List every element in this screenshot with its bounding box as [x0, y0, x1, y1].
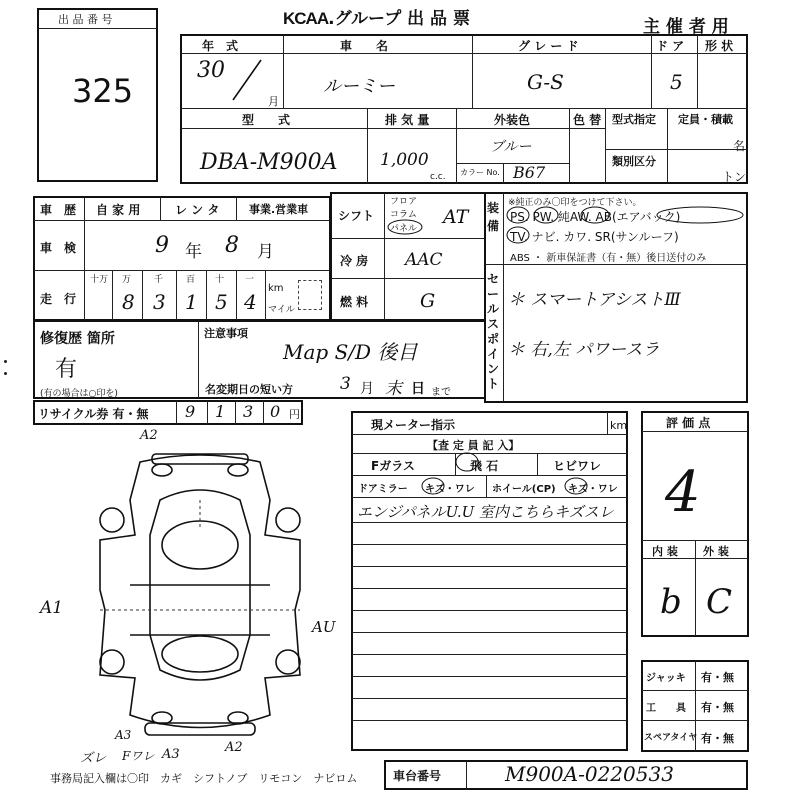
shift-column[interactable]: コラム: [390, 210, 417, 220]
repair-value: 有: [55, 357, 78, 382]
jack-opts[interactable]: 有・無: [701, 671, 734, 684]
model-header: 型 式: [242, 113, 291, 127]
title-change-day: 末: [385, 379, 402, 399]
inspector-blank-line: [352, 522, 627, 523]
shape-header: 形 状: [705, 39, 734, 53]
mileage-digit: 1: [185, 290, 198, 314]
diagram-mark: AU: [312, 618, 336, 636]
name-header: 車 名: [340, 39, 389, 53]
diagram-mark: A2: [140, 428, 158, 443]
inspector-blank-line: [352, 588, 627, 589]
sales-points-header: セールスポイント: [487, 272, 500, 391]
score-header: 評 価 点: [666, 416, 711, 430]
recycle-digit: 3: [243, 402, 254, 421]
tools-opts[interactable]: 有・無: [701, 701, 734, 714]
door-value: 5: [670, 70, 683, 94]
exterior-header: 外 装: [703, 545, 729, 558]
mileage-digit: 4: [244, 290, 257, 314]
title-text: .グループ 出 品 票: [328, 9, 470, 29]
title-change-until: まで: [431, 387, 451, 398]
inspector-blank-line: [352, 610, 627, 611]
digit-label: 十万: [90, 275, 109, 285]
digit-label: 百: [186, 275, 196, 285]
title-change-month: 3: [340, 374, 351, 394]
mileage-digit: 8: [122, 290, 135, 314]
repaint-header: 色 替: [573, 113, 602, 127]
model-value: DBA-M900A: [200, 150, 338, 175]
diagram-mark: A3: [162, 747, 180, 762]
equipment-line-2: TV. ナビ. カワ. SR(サンルーフ): [510, 230, 679, 244]
year-slash: [225, 56, 265, 104]
jack-label: ジャッキ: [646, 673, 686, 684]
fuel-header: 燃 料: [340, 295, 369, 309]
inspection-year-unit: 年: [185, 242, 202, 262]
meter-km: km: [610, 419, 628, 432]
title-change-day-unit: 日: [411, 381, 425, 397]
mileage-digit: 5: [215, 290, 228, 314]
inspector-blank-line: [352, 698, 627, 699]
diagram-mark: A3: [115, 728, 132, 742]
wheel-label: ホイール(CP): [492, 484, 556, 495]
color-header: 外装色: [494, 113, 531, 127]
type-designation-header: 型式指定: [612, 113, 656, 126]
recycle-yen: 円: [289, 408, 300, 421]
shift-header: シフト: [338, 209, 375, 223]
title-change-month-unit: 月: [360, 381, 374, 397]
history-business[interactable]: 事業.営業車: [249, 203, 309, 216]
lot-number-label: 出 品 番 号: [58, 13, 113, 26]
notes-value: Map S/D 後目: [283, 340, 418, 364]
inspector-blank-line: [352, 676, 627, 677]
scan-dot: [4, 372, 7, 375]
capacity-unit-persons: 名: [733, 139, 746, 153]
history-rental[interactable]: レ ン タ: [175, 203, 220, 217]
displacement-header: 排 気 量: [385, 113, 430, 127]
sales-point-2: ＊ 右,左 パワースラ: [508, 340, 660, 360]
sales-point-1: ＊ スマートアシストⅢ: [508, 290, 681, 310]
score-value: 4: [665, 460, 701, 525]
history-private[interactable]: 自 家 用: [96, 203, 141, 217]
form-title: [283, 4, 470, 29]
diagram-mark: Fワレ: [122, 749, 155, 763]
year-header: 年 式: [202, 39, 239, 53]
equipment-line-3: ABS ・ 新車保証書（有・無）後日送付のみ: [510, 253, 707, 264]
grade-value: G-S: [527, 70, 564, 94]
door-header: ド ア: [656, 39, 685, 53]
equipment-line-1: PS. PW. 純AW. AB(エアバック): [510, 210, 681, 224]
shift-floor[interactable]: フロア: [390, 197, 418, 207]
recycle-digit: 1: [215, 402, 226, 421]
spare-opts[interactable]: 有・無: [701, 732, 734, 745]
inspector-header: 【査 定 員 記 入】: [427, 439, 520, 452]
mileage-digit: 3: [153, 290, 166, 314]
inspection-month-unit: 月: [257, 242, 274, 262]
spare-label: スペアタイヤ: [644, 733, 698, 743]
chassis-label: 車台番号: [393, 769, 442, 783]
wheel-opts[interactable]: キズ・ワレ: [568, 484, 618, 495]
recycle-digit: 0: [270, 402, 281, 421]
diagram-mark: A1: [40, 598, 64, 618]
inspector-blank-line: [352, 654, 627, 655]
chassis-value: M900A-0220533: [505, 762, 674, 786]
grade-header: グ レ ー ド: [518, 39, 579, 53]
km-label: km: [268, 283, 284, 294]
exterior-value: C: [706, 582, 733, 622]
digit-label: 一: [245, 275, 255, 285]
equipment-note: ※純正のみ〇印をつけて下さい。: [508, 198, 642, 208]
digit-label: 千: [154, 275, 164, 285]
equipment-circles: [505, 204, 745, 246]
door-mirror-label: ドアミラー: [358, 484, 408, 495]
car-damage-diagram: [60, 440, 350, 760]
cc-unit: c.c.: [430, 172, 446, 182]
recycle-label: リサイクル券 有・無: [38, 407, 149, 421]
color-number-label: カラー No.: [460, 168, 500, 177]
repair-header: 修復歴 箇所: [40, 331, 115, 347]
year-value: 30: [197, 58, 225, 83]
equipment-header: 装 備: [487, 201, 500, 233]
repair-note: (有の場合は○印を): [40, 389, 118, 399]
inspection-year: 9: [155, 233, 169, 258]
mile-label: マイル: [268, 305, 295, 315]
inspection-month: 8: [225, 233, 239, 258]
digit-label: 十: [215, 275, 225, 285]
windshield-label: Fガラス: [371, 459, 415, 473]
month-unit: 月: [268, 95, 279, 108]
car-name-value: ルーミー: [323, 76, 395, 97]
scan-dot: [4, 360, 7, 363]
inspector-blank-line: [352, 632, 627, 633]
fuel-value: G: [420, 290, 436, 312]
aircon-value: AAC: [405, 250, 443, 270]
windshield-chip[interactable]: 飛 石: [470, 459, 499, 473]
color-number-value: B67: [513, 163, 546, 182]
notes-header: 注意事項: [204, 327, 248, 340]
shift-value: AT: [443, 206, 469, 228]
windshield-crack[interactable]: ヒビワレ: [553, 459, 602, 473]
color-value: ブルー: [490, 139, 532, 155]
mileage-header: 走 行: [40, 292, 77, 306]
inspector-note: エンジパネルU.U 室内こちらキズスレ: [357, 503, 614, 521]
recycle-digit: 9: [185, 402, 196, 421]
inspector-circles: [420, 451, 600, 497]
inspector-blank-line: [352, 720, 627, 721]
mile-checkbox[interactable]: [298, 280, 322, 310]
tools-label: 工 具: [646, 703, 686, 714]
door-mirror-opts[interactable]: キズ・ワレ: [425, 484, 475, 495]
inspector-blank-line: [352, 544, 627, 545]
inspector-blank-line: [352, 566, 627, 567]
organizer-label: 主 催 者 用: [643, 17, 729, 37]
diagram-mark: ズレ: [80, 751, 107, 766]
interior-value: b: [660, 582, 682, 622]
shift-panel[interactable]: パネル: [390, 224, 418, 234]
digit-label: 万: [122, 275, 132, 285]
capacity-header: 定員・積載: [678, 113, 733, 126]
title-change-label: 名変期日の短い方: [205, 383, 293, 396]
aircon-header: 冷 房: [340, 254, 369, 268]
office-note: 事務局記入欄は〇印 カギ シフトノブ リモコン ナビロム: [50, 772, 358, 785]
diagram-mark: A2: [225, 740, 243, 755]
inspection-header: 車 検: [40, 241, 77, 255]
classification-header: 類別区分: [612, 155, 656, 168]
meter-label: 現メーター指示: [371, 418, 456, 432]
shift-panel-circle: [386, 218, 424, 236]
capacity-unit-tons: トン: [722, 170, 747, 184]
brand-logo: KCAA: [283, 9, 329, 28]
displacement-value: 1,000: [380, 150, 429, 170]
lot-number: 325: [72, 72, 134, 110]
history-header: 車 歴: [40, 203, 77, 217]
interior-header: 内 装: [652, 545, 678, 558]
